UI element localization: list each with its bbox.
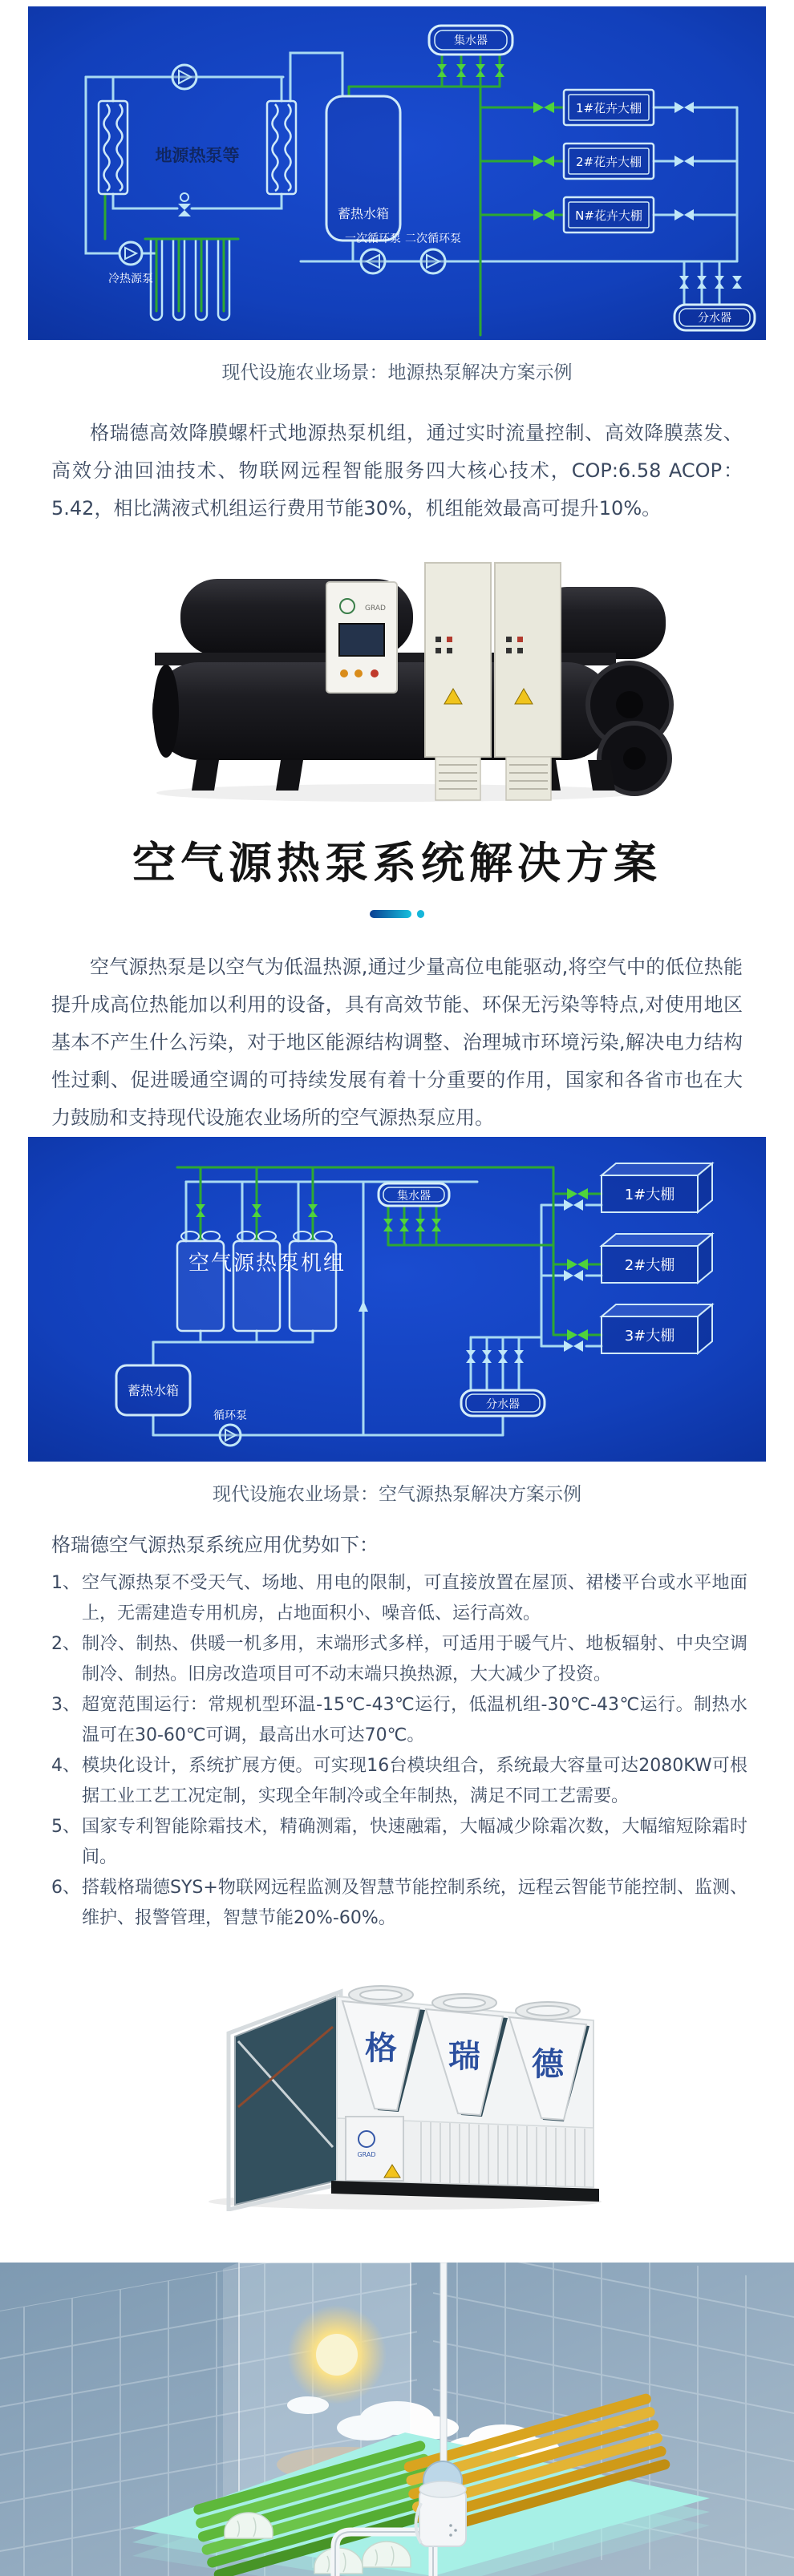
list-item <box>51 1568 747 1629</box>
list-item-number: 2、 <box>51 1634 80 1654</box>
list-item-text: 空气源热泵不受天气、场地、用电的限制，可直接放置在屋顶、裙楼平台或水平地面上，无需建造专用机房，占地面积小、噪音低、运行高效。 <box>82 1573 747 1624</box>
brand-char-1: 格 <box>365 2030 397 2067</box>
list-item-text: 模块化设计，系统扩展方便。可实现16台模块组合，系统最大容量可达2080KW可根据工业工艺工况定制，实现全年制冷或全年制热，满足不同工艺需要。 <box>82 1756 747 1806</box>
storage-tank-label-2: 蓄热水箱 <box>127 1383 180 1398</box>
unit-label: 空气源热泵机组 <box>188 1252 346 1276</box>
list-item <box>51 1690 747 1751</box>
distributor-label: 分水器 <box>698 312 731 325</box>
air-source-schematic <box>28 1137 766 1462</box>
list-item-number: 3、 <box>51 1695 80 1715</box>
paragraph-air-source: 空气源热泵是以空气为低温热源,通过少量高位电能驱动,将空气中的低位热能提升成高位热能加以利用的设备，具有高效节能、环保无污染等特点,对使用地区基本不产生什么污染，对于地区能源结构调整、治理城市环境污染,解决电力结构性过剩、促进暖通空调的可持续发展有着十分重要的作用，国家和各省市也在大力鼓励和支持现代设施农业场所的空气源热泵应用。 <box>51 956 743 1129</box>
storage-tank-label: 蓄热水箱 <box>337 206 390 221</box>
ground-source-schematic <box>28 6 766 340</box>
list-item-number: 6、 <box>51 1878 80 1898</box>
diagram2-caption: 现代设施农业场景：空气源热泵解决方案示例 <box>213 1484 581 1505</box>
list-item <box>51 1812 747 1873</box>
greenhouse2-label-2: 2#大棚 <box>624 1257 675 1274</box>
list-item <box>51 1629 747 1690</box>
diagram1-caption: 现代设施农业场景：地源热泵解决方案示例 <box>221 362 573 383</box>
list-item-text: 国家专利智能除霜技术，精确测霜，快速融霜，大幅减少除霜次数，大幅缩短除霜时间。 <box>82 1817 747 1867</box>
screw-chiller-illustration <box>116 540 678 805</box>
distributor-label-2: 分水器 <box>486 1398 520 1411</box>
list-item-text: 搭载格瑞德SYS+物联网远程监测及智慧节能控制系统，远程云智能节能控制、监测、维护、报警管理，智慧节能20%-60%。 <box>82 1878 747 1928</box>
title-divider <box>0 910 794 918</box>
circulation-pump-label: 循环泵 <box>213 1409 247 1422</box>
greenhouse2-label: 2#花卉大棚 <box>575 155 642 169</box>
section-title: 空气源热泵系统解决方案 <box>132 838 662 888</box>
grad-logo-text: GRAD <box>365 605 386 613</box>
air-source-diagram <box>28 1137 766 1462</box>
isometric-farm-scene <box>0 2263 794 2576</box>
brand-char-2: 瑞 <box>448 2038 480 2075</box>
ground-source-unit-photo <box>0 540 794 805</box>
greenhouse1-label-2: 1#大棚 <box>624 1187 675 1203</box>
list-item-text: 超宽范围运行：常规机型环温-15℃-43℃运行，低温机组-30℃-43℃运行。制热水温可在30-60℃可调，最高出水可达70℃。 <box>82 1695 747 1745</box>
greenhouse1-label: 1#花卉大棚 <box>575 101 642 115</box>
collector-label: 集水器 <box>454 34 488 47</box>
heat-pump-label: 地源热泵等 <box>155 146 240 165</box>
advantages-intro: 格瑞德空气源热泵系统应用优势如下： <box>51 1534 379 1556</box>
controller-screen <box>339 624 384 656</box>
list-item-number: 4、 <box>51 1756 80 1776</box>
list-item <box>51 1873 747 1934</box>
list-item-number: 5、 <box>51 1817 80 1837</box>
greenhouse3-label-2: 3#大棚 <box>624 1328 675 1345</box>
photo1-shadow <box>156 784 638 802</box>
brand-char-3: 德 <box>532 2046 564 2083</box>
list-item-text: 制冷、制热、供暖一机多用，末端形式多样，可适用于暖气片、地板辐射、中央空调制冷、制热。旧房改造项目可不动末端只换热源，大大减少了投资。 <box>82 1634 747 1684</box>
advantages-list <box>51 1568 747 1934</box>
divider-dot <box>417 910 424 918</box>
source-pump-label: 冷热源泵 <box>108 273 153 285</box>
chiller-body <box>152 579 671 794</box>
primary-pump-label: 一次循环泵 <box>345 233 401 245</box>
irrigation-pole <box>440 2263 447 2495</box>
coil-panel <box>229 1992 341 2210</box>
greenhouseN-label: N#花卉大棚 <box>575 208 642 223</box>
unit-body <box>331 1986 599 2202</box>
ground-source-diagram <box>28 6 766 340</box>
paragraph-ground-source: 格瑞德高效降膜螺杆式地源热泵机组，通过实时流量控制、高效降膜蒸发、高效分油回油技术、物联网远程智能服务四大核心技术，COP:6.58 ACOP：5.42，相比满液式机组运行费用节能30%，机组能效最高可提升10%。 <box>51 422 743 520</box>
divider-bar <box>370 910 411 918</box>
collector-label-2: 集水器 <box>397 1190 431 1203</box>
access-door <box>346 2117 403 2181</box>
list-item <box>51 1751 747 1812</box>
farm-3d-illustration <box>0 2263 794 2576</box>
circulation-pump-symbol <box>220 1425 241 1446</box>
grad-logo-text-2: GRAD <box>357 2151 376 2158</box>
heat-pump-units <box>177 1231 336 1331</box>
secondary-pump-label: 二次循环泵 <box>405 233 461 245</box>
air-source-unit-photo <box>0 1947 794 2211</box>
list-item-number: 1、 <box>51 1573 80 1593</box>
modular-unit-illustration <box>140 1947 654 2211</box>
controller-box <box>326 582 397 693</box>
